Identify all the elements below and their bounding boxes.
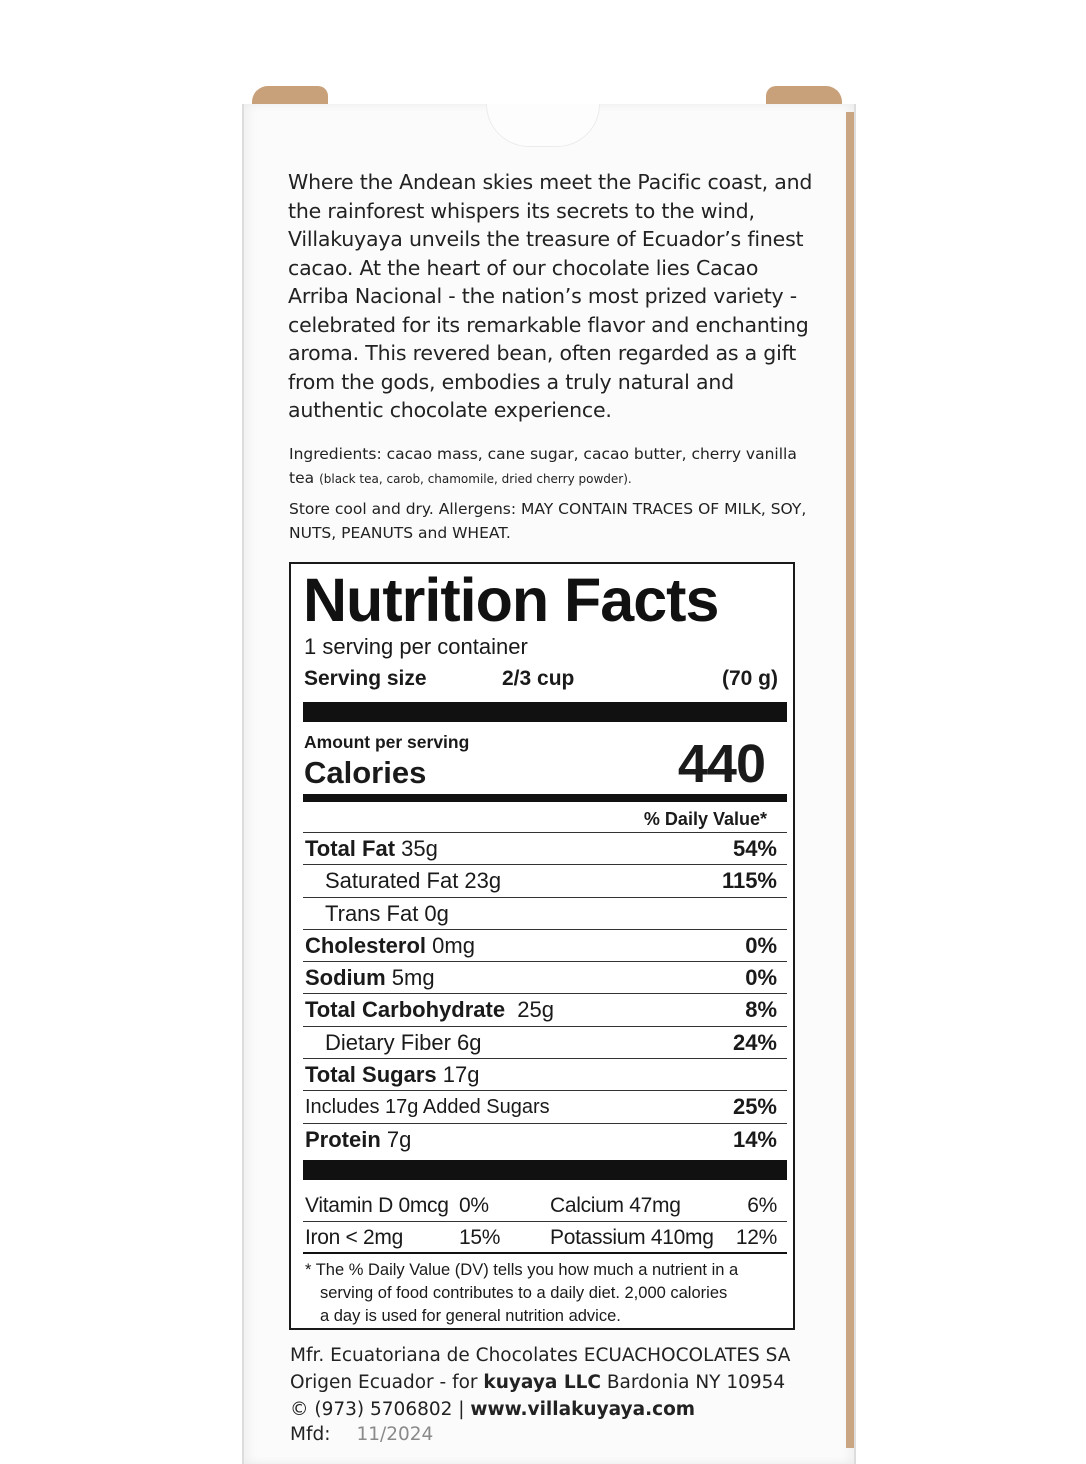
vitamin-dv: 0% <box>459 1194 489 1217</box>
nutrient-amount: 17g <box>442 1062 480 1088</box>
mfd-date: 11/2024 <box>356 1424 434 1445</box>
mfd-label: Mfd: <box>290 1424 331 1445</box>
nutrient-dv: 115% <box>721 868 777 894</box>
serving-size-cup: 2/3 cup <box>502 667 575 690</box>
amount-per-serving: Amount per serving <box>304 732 470 752</box>
nutrient-label: Trans Fat 0g <box>325 900 449 926</box>
nutrient-row-total-fat <box>303 832 787 864</box>
mineral-name: Iron < 2mg <box>305 1226 403 1249</box>
servings-per-container: 1 serving per container <box>304 634 528 659</box>
nutrient-label: Sodium <box>305 965 386 991</box>
nutrient-row-total-carbohydrate <box>303 993 787 1025</box>
vitamin-row <box>303 1221 787 1253</box>
nutrient-dv: 0% <box>745 965 777 991</box>
package-side-edge <box>846 112 854 1448</box>
nutrient-row-dietary-fiber <box>303 1026 787 1058</box>
nutrient-label: Protein <box>305 1126 381 1152</box>
website-link[interactable]: www.villakuyaya.com <box>470 1399 696 1420</box>
nutrient-amount: 25g <box>517 997 555 1023</box>
footnote-line: * The % Daily Value (DV) tells you how much a nutrient in a <box>305 1261 739 1279</box>
footnote-divider <box>303 1252 787 1254</box>
nutrient-dv: 25% <box>732 1094 777 1120</box>
manufacture-date <box>290 1424 433 1445</box>
nutrient-row-total-sugars <box>303 1058 787 1090</box>
nutrient-amount: 35g <box>401 836 438 861</box>
nutrient-rows <box>303 832 787 1155</box>
nutrient-dv: 8% <box>745 997 777 1023</box>
daily-value-footnote <box>305 1259 781 1328</box>
nutrition-facts-title: Nutrition Facts <box>303 566 719 634</box>
mineral-name: Potassium 410mg <box>550 1226 714 1249</box>
thick-divider-top <box>303 702 787 722</box>
calories-label: Calories <box>304 755 427 790</box>
nutrient-dv: 14% <box>732 1126 777 1152</box>
medium-divider <box>303 794 787 802</box>
nutrient-label: Cholesterol <box>305 932 427 958</box>
mineral-dv: 6% <box>747 1194 777 1217</box>
nutrient-label: Includes 17g Added Sugars <box>305 1096 550 1119</box>
manufacturer-line: Mfr. Ecuatoriana de Chocolates ECUACHOCOLATES SA <box>290 1345 791 1366</box>
serving-size-grams: (70 g) <box>721 667 778 690</box>
nutrient-amount: 5mg <box>391 965 435 991</box>
nutrient-label: Dietary Fiber 6g <box>325 1029 482 1055</box>
nutrition-facts-panel <box>289 562 795 1330</box>
vitamin-row <box>303 1190 787 1221</box>
phone-text: © (973) 5706802 | <box>290 1399 471 1420</box>
vitamin-mineral-table <box>303 1190 787 1253</box>
storage-allergens: Store cool and dry. Allergens: MAY CONTAIN TRACES OF MILK, SOY, NUTS, PEANUTS and WHEAT. <box>289 500 807 542</box>
serving-size-row <box>304 667 778 695</box>
nutrient-row-saturated-fat <box>303 864 787 896</box>
brand-name: kuyaya LLC <box>483 1372 601 1393</box>
manufacturer-info <box>290 1342 830 1423</box>
ingredients-main: Ingredients: cacao mass, cane sugar, cacao butter, cherry vanilla tea <box>289 445 797 487</box>
ingredients-tea-detail: (black tea, carob, chamomile, dried cherry powder). <box>319 472 632 486</box>
nutrient-label: Total Carbohydrate <box>305 997 506 1023</box>
footnote-line: serving of food contributes to a daily diet. 2,000 calories <box>320 1284 728 1302</box>
nutrient-row-protein <box>303 1123 787 1155</box>
nutrient-amount: 7g <box>386 1126 412 1152</box>
nutrient-row-added-sugars <box>303 1090 787 1122</box>
nutrient-dv: 24% <box>732 1029 777 1055</box>
mineral-name: Calcium 47mg <box>550 1194 681 1217</box>
brand-story: Where the Andean skies meet the Pacific coast, and the rainforest whispers its secrets to the wind, Villakuyaya unveils the treasure of Ecuador’s finest cacao. At the heart of our chocolate lies Cacao Arriba Nacional - the nation’s most prized variety - celebrated for its remarkable flavor and enchanting aroma. This revered bean, often regarded as a gift from the gods, embodies a truly natural and authentic chocolate experience. <box>288 170 813 422</box>
footnote-line: a day is used for general nutrition advice. <box>320 1307 621 1325</box>
nutrient-label: Total Sugars <box>305 1062 437 1088</box>
nutrient-label: Total Fat <box>305 836 396 861</box>
ingredients-text <box>289 442 819 491</box>
vitamin-name: Vitamin D 0mcg <box>305 1194 449 1217</box>
mineral-dv: 12% <box>735 1226 777 1249</box>
mineral-dv: 15% <box>459 1226 501 1249</box>
origin-text: Origen Ecuador - for <box>290 1372 484 1393</box>
nutrient-dv: 0% <box>745 932 777 958</box>
nutrient-label: Saturated Fat 23g <box>325 868 502 894</box>
nutrient-row-cholesterol <box>303 929 787 961</box>
nutrient-row-trans-fat <box>303 897 787 929</box>
calories-value: 440 <box>677 734 765 794</box>
daily-value-header: % Daily Value* <box>643 809 767 829</box>
thick-divider-bottom <box>303 1160 787 1180</box>
nutrient-row-sodium <box>303 961 787 993</box>
nutrient-dv: 54% <box>732 836 777 861</box>
serving-size-label: Serving size <box>304 667 427 690</box>
address-text: Bardonia NY 10954 <box>600 1372 786 1393</box>
nutrient-amount: 0mg <box>432 932 475 958</box>
